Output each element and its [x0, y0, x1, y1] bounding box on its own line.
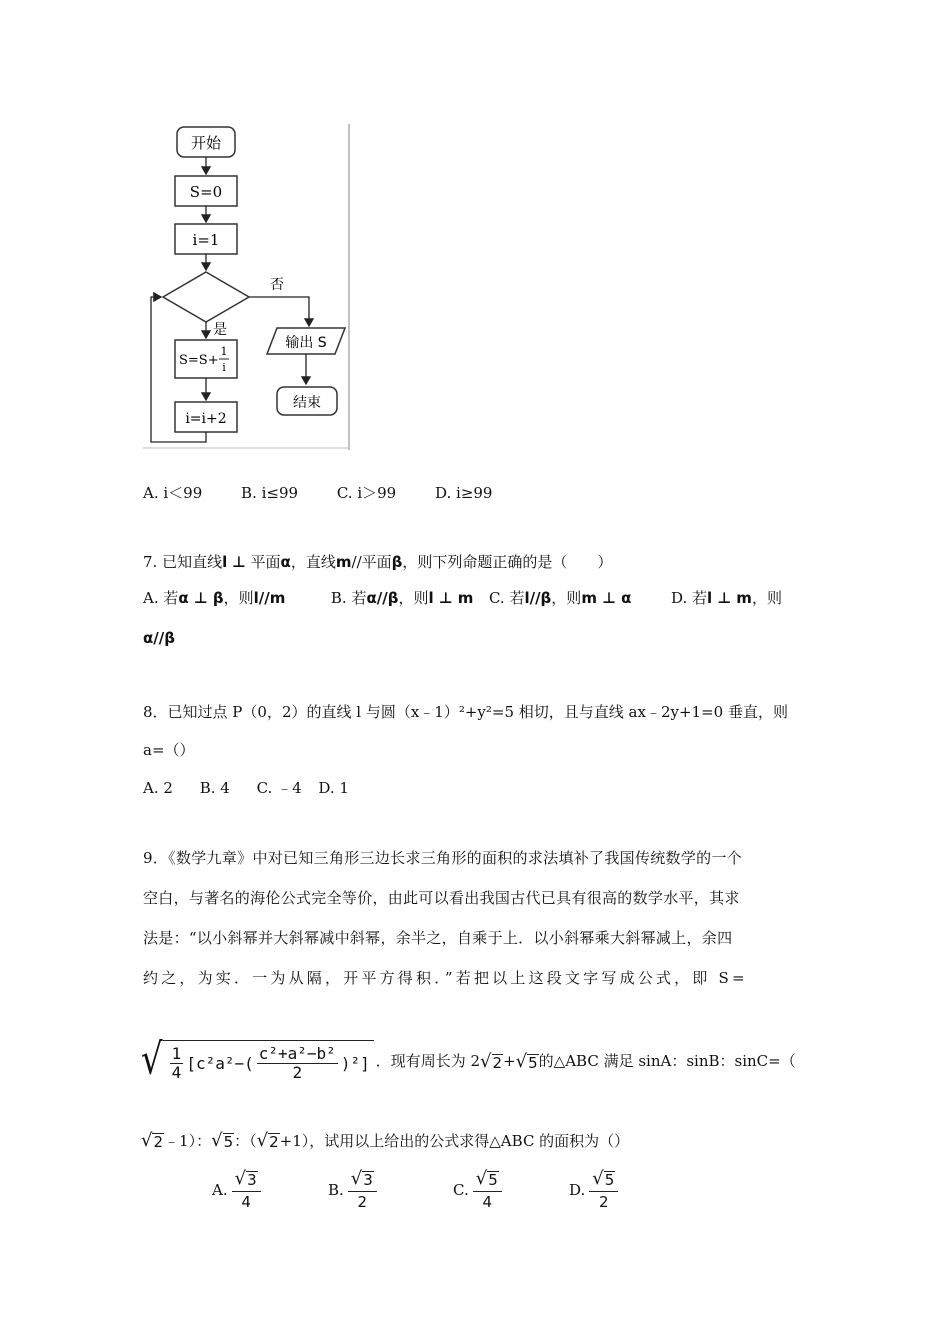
q7-option-d[interactable]: D. 若l ⊥ m，则	[670, 589, 782, 607]
q8-option-d[interactable]: D. 1	[318, 779, 349, 797]
q7-stem	[143, 552, 612, 572]
q9-plus: +	[503, 1052, 516, 1070]
formula-quarter-den: 4	[171, 1063, 182, 1082]
q6-option-a[interactable]: A. i＜99	[143, 484, 203, 502]
q6-option-b[interactable]: B. i≤99	[241, 484, 299, 502]
q7-parallel-symbol: //	[351, 553, 362, 571]
init-s-label: S=0	[189, 183, 223, 201]
formula-inner-den: 2	[292, 1063, 303, 1082]
formula-open: [c²a²−(	[186, 1054, 254, 1073]
q9-ratio-line	[141, 1130, 629, 1151]
q9-option-a[interactable]: A. √ 3 4	[212, 1168, 261, 1212]
end-label: 结束	[293, 395, 321, 411]
formula-inner-num: c²+a²−b²	[258, 1044, 336, 1063]
q7-option-d-conclusion: α//β	[143, 629, 175, 647]
q8-options	[143, 778, 349, 798]
start-label: 开始	[190, 134, 222, 152]
sqrt-5-term: √ 5	[515, 1050, 538, 1072]
q6-options	[143, 483, 526, 503]
ratio-sqrt-2b: √ 2	[256, 1130, 279, 1151]
q7-perp-symbol: ⊥	[232, 553, 246, 571]
update-s-prefix: S=S+	[179, 353, 219, 368]
ratio-sqrt-2a: √ 2	[141, 1130, 164, 1151]
flowchart-diagram	[143, 124, 351, 450]
q7-plane-beta: β	[391, 553, 403, 571]
q6-option-d[interactable]: D. i≥99	[435, 484, 493, 502]
no-label: 否	[270, 277, 284, 293]
update-s-denominator: i	[222, 361, 226, 374]
q7-option-a[interactable]: A. 若α ⊥ β，则l//m	[143, 589, 286, 607]
q8-stem-line-2: a=（）	[143, 741, 195, 759]
q7-stem-text-3: ，直线	[290, 553, 336, 571]
q7-option-d-cont	[143, 628, 175, 648]
q7-stem-text-4: 平面	[361, 553, 392, 571]
q9-option-d[interactable]: D. √ 5 2	[569, 1168, 618, 1212]
q9-formula-line	[141, 1034, 796, 1085]
decision-diamond	[163, 272, 249, 322]
q7-line-l: l	[222, 553, 228, 571]
ratio-text-b: ：（	[234, 1131, 257, 1150]
output-label: 输出 S	[285, 335, 327, 351]
yes-label: 是	[213, 322, 227, 338]
q7-stem-text-5: ，则下列命题正确的是（ ）	[402, 553, 613, 571]
q8-stem-line-1: 8．已知过点 P（0，2）的直线 l 与圆（x﹣1）²+y²=5 相切，且与直线 ax﹣2y+1=0 垂直，则	[143, 703, 788, 721]
q7-plane-alpha: α	[280, 553, 291, 571]
q7-option-b[interactable]: B. 若α//β，则l ⊥ m	[330, 589, 474, 607]
q7-line-m: m	[335, 553, 352, 571]
update-s-numerator: 1	[220, 345, 228, 358]
init-i-label: i=1	[192, 231, 220, 249]
q7-stem-text-2: 平面	[250, 553, 281, 571]
q6-option-c[interactable]: C. i＞99	[336, 484, 397, 502]
q9-stem-line-1: 9．《数学九章》中对已知三角形三边长求三角形的面积的求法填补了我国传统数学的一个	[143, 849, 743, 867]
ratio-sqrt-5: √ 5	[211, 1130, 234, 1151]
q9-option-c[interactable]: C. √ 5 4	[453, 1168, 502, 1212]
formula-close: )²]	[340, 1054, 370, 1073]
q8-option-c[interactable]: C. ﹣4	[256, 779, 302, 797]
q7-option-c[interactable]: C. 若l//β，则m ⊥ α	[488, 589, 632, 607]
q7-options-row	[143, 588, 782, 608]
q9-stem-line-2: 空白，与著名的海伦公式完全等价，由此可以看出我国古代已具有很高的数学水平，其求	[143, 889, 740, 907]
ratio-text-c: +1），试用以上给出的公式求得△ABC 的面积为（）	[279, 1131, 630, 1150]
q9-option-b[interactable]: B. √ 3 2	[328, 1168, 377, 1212]
q9-stem-line-3: 法是：“以小斜幂并大斜幂减中斜幂，余半之，自乘于上．以小斜幂乘大斜幂减上，余四	[143, 929, 733, 947]
sqrt-2-term: √ 2	[480, 1050, 503, 1072]
heron-formula: √ $\frac{1}{4}$ [c²a²−( $\frac{\text{c²+a²−b²}}{2}$ )²]	[141, 1040, 374, 1082]
q8-option-b[interactable]: B. 4	[199, 779, 230, 797]
q9-ratio-text: 的△ABC 满足 sinA：sinB：sinC=（	[538, 1052, 796, 1070]
ratio-text-a: ﹣1）：	[164, 1131, 212, 1150]
q9-stem-line-4: 约之，为实．一为从隔，开平方得积．”若把以上这段文字写成公式，即 S=	[143, 969, 748, 987]
q7-stem-text-1: 7. 已知直线	[143, 553, 223, 571]
q9-perimeter-text: ．现有周长为 2	[375, 1052, 481, 1070]
update-i-label: i=i+2	[185, 411, 227, 427]
q8-option-a[interactable]: A. 2	[143, 779, 173, 797]
formula-quarter-num: 1	[171, 1044, 182, 1063]
